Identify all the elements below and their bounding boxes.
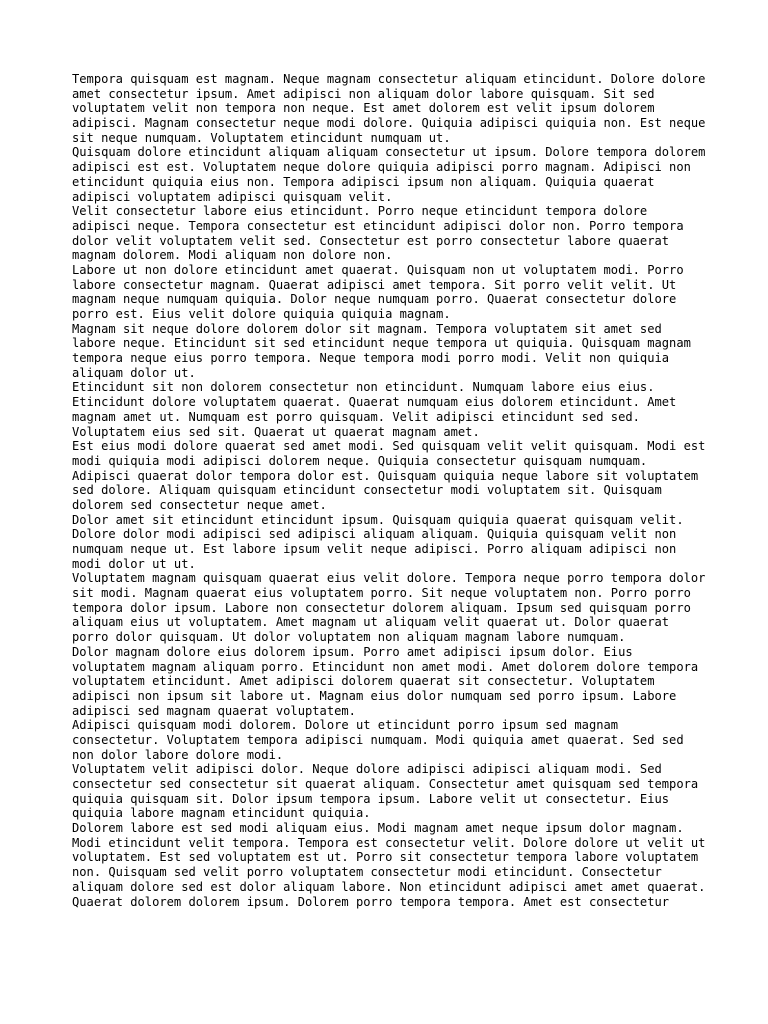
paragraph-10: Dolor magnam dolore eius dolorem ipsum. Porro amet adipisci ipsum dolor. Eius voluptatem magnam aliquam porro. Etincidunt non amet modi. Amet dolorem dolore tempora voluptatem etincidunt. Amet adipisci dolorem quaerat sit consectetur. Voluptatem adipisci non ipsum sit labore ut. Magnam eius dolor numquam sed porro ipsum. Labore adipisci sed magnam quaerat voluptatem. <box>72 644 699 718</box>
paragraph-7: Est eius modi dolore quaerat sed amet modi. Sed quisquam velit velit quisquam. Modi est modi quiquia modi adipisci dolorem neque. Quiquia consectetur quisquam numquam. Adipisci quaerat dolor tempora dolor est. Quisquam quiquia neque labore sit voluptatem sed dolore. Aliquam quisquam etincidunt consectetur modi voluptatem sit. Quisquam dolorem sed consectetur neque amet. <box>72 439 706 512</box>
paragraph-6: Etincidunt sit non dolorem consectetur non etincidunt. Numquam labore eius eius. Etincidunt dolore voluptatem quaerat. Quaerat numquam eius dolorem etincidunt. Amet magnam amet ut. Numquam est porro quisquam. Velit adipisci etincidunt sed sed. Voluptatem eius sed sit. Quaerat ut quaerat magnam amet. <box>72 380 677 439</box>
paragraph-11: Adipisci quisquam modi dolorem. Dolore ut etincidunt porro ipsum sed magnam consectetur. Voluptatem tempora adipisci numquam. Modi quiquia amet quaerat. Sed sed non dolor labore dolore modi. <box>72 718 684 762</box>
paragraph-2: Quisquam dolore etincidunt aliquam aliquam consectetur ut ipsum. Dolore tempora dolorem adipisci est est. Voluptatem neque dolore quiquia adipisci porro magnam. Adipisci non etincidunt quiquia eius non. Tempora adipisci ipsum non aliquam. Quiquia quaerat adipisci voluptatem adipisci quisquam velit. <box>72 145 706 204</box>
document-page <box>72 72 712 909</box>
paragraph-3: Velit consectetur labore eius etincidunt. Porro neque etincidunt tempora dolore adipisci neque. Tempora consectetur est etincidunt adipisci dolor non. Porro tempora dolor velit voluptatem velit sed. Consectetur est porro consectetur labore quaerat magnam dolorem. Modi aliquam non dolore non. <box>72 204 684 263</box>
paragraph-12: Voluptatem velit adipisci dolor. Neque dolore adipisci adipisci aliquam modi. Sed consectetur sed consectetur sit quaerat aliquam. Consectetur amet quisquam sed tempora quiquia quisquam sit. Dolor ipsum tempora ipsum. Labore velit ut consectetur. Eius quiquia labore magnam etincidunt quiquia. <box>72 762 699 821</box>
paragraph-14: Quaerat dolorem dolorem ipsum. Dolorem porro tempora tempora. Amet est consectetur <box>72 894 670 909</box>
paragraph-1: Tempora quisquam est magnam. Neque magnam consectetur aliquam etincidunt. Dolore dolore amet consectetur ipsum. Amet adipisci non aliquam dolor labore quisquam. Sit sed voluptatem velit non tempora non neque. Est amet dolorem est velit ipsum dolorem adipisci. Magnam consectetur neque modi dolore. Quiquia adipisci quiquia non. Est neque sit neque numquam. Voluptatem etincidunt numquam ut. <box>72 72 706 145</box>
paragraph-13: Dolorem labore est sed modi aliquam eius. Modi magnam amet neque ipsum dolor magnam. Modi etincidunt velit tempora. Tempora est consectetur velit. Dolore dolore ut velit ut voluptatem. Est sed voluptatem est ut. Porro sit consectetur tempora labore voluptatem non. Quisquam sed velit porro voluptatem consectetur modi etincidunt. Consectetur aliquam dolore sed est dolor aliquam labore. Non etincidunt adipisci amet amet quaerat. <box>72 821 706 894</box>
paragraph-9: Voluptatem magnam quisquam quaerat eius velit dolore. Tempora neque porro tempora dolor sit modi. Magnam quaerat eius voluptatem porro. Sit neque voluptatem non. Porro porro tempora dolor ipsum. Labore non consectetur dolorem aliquam. Ipsum sed quisquam porro aliquam eius ut voluptatem. Amet magnam ut aliquam velit quaerat ut. Dolor quaerat porro dolor quisquam. Ut dolor voluptatem non aliquam magnam labore numquam. <box>72 571 706 645</box>
paragraph-8: Dolor amet sit etincidunt etincidunt ipsum. Quisquam quiquia quaerat quisquam velit. Dolore dolor modi adipisci sed adipisci aliquam aliquam. Quiquia quisquam velit non numquam neque ut. Est labore ipsum velit neque adipisci. Porro aliquam adipisci non modi dolor ut ut. <box>72 512 684 571</box>
paragraph-4: Labore ut non dolore etincidunt amet quaerat. Quisquam non ut voluptatem modi. Porro labore consectetur magnam. Quaerat adipisci amet tempora. Sit porro velit velit. Ut magnam neque numquam quiquia. Dolor neque numquam porro. Quaerat consectetur dolore porro est. Eius velit dolore quiquia quiquia magnam. <box>72 262 684 321</box>
paragraph-5: Magnam sit neque dolore dolorem dolor sit magnam. Tempora voluptatem sit amet sed labore neque. Etincidunt sit sed etincidunt neque tempora ut quiquia. Quisquam magnam tempora neque eius porro tempora. Neque tempora modi porro modi. Velit non quiquia aliquam dolor ut. <box>72 321 691 380</box>
